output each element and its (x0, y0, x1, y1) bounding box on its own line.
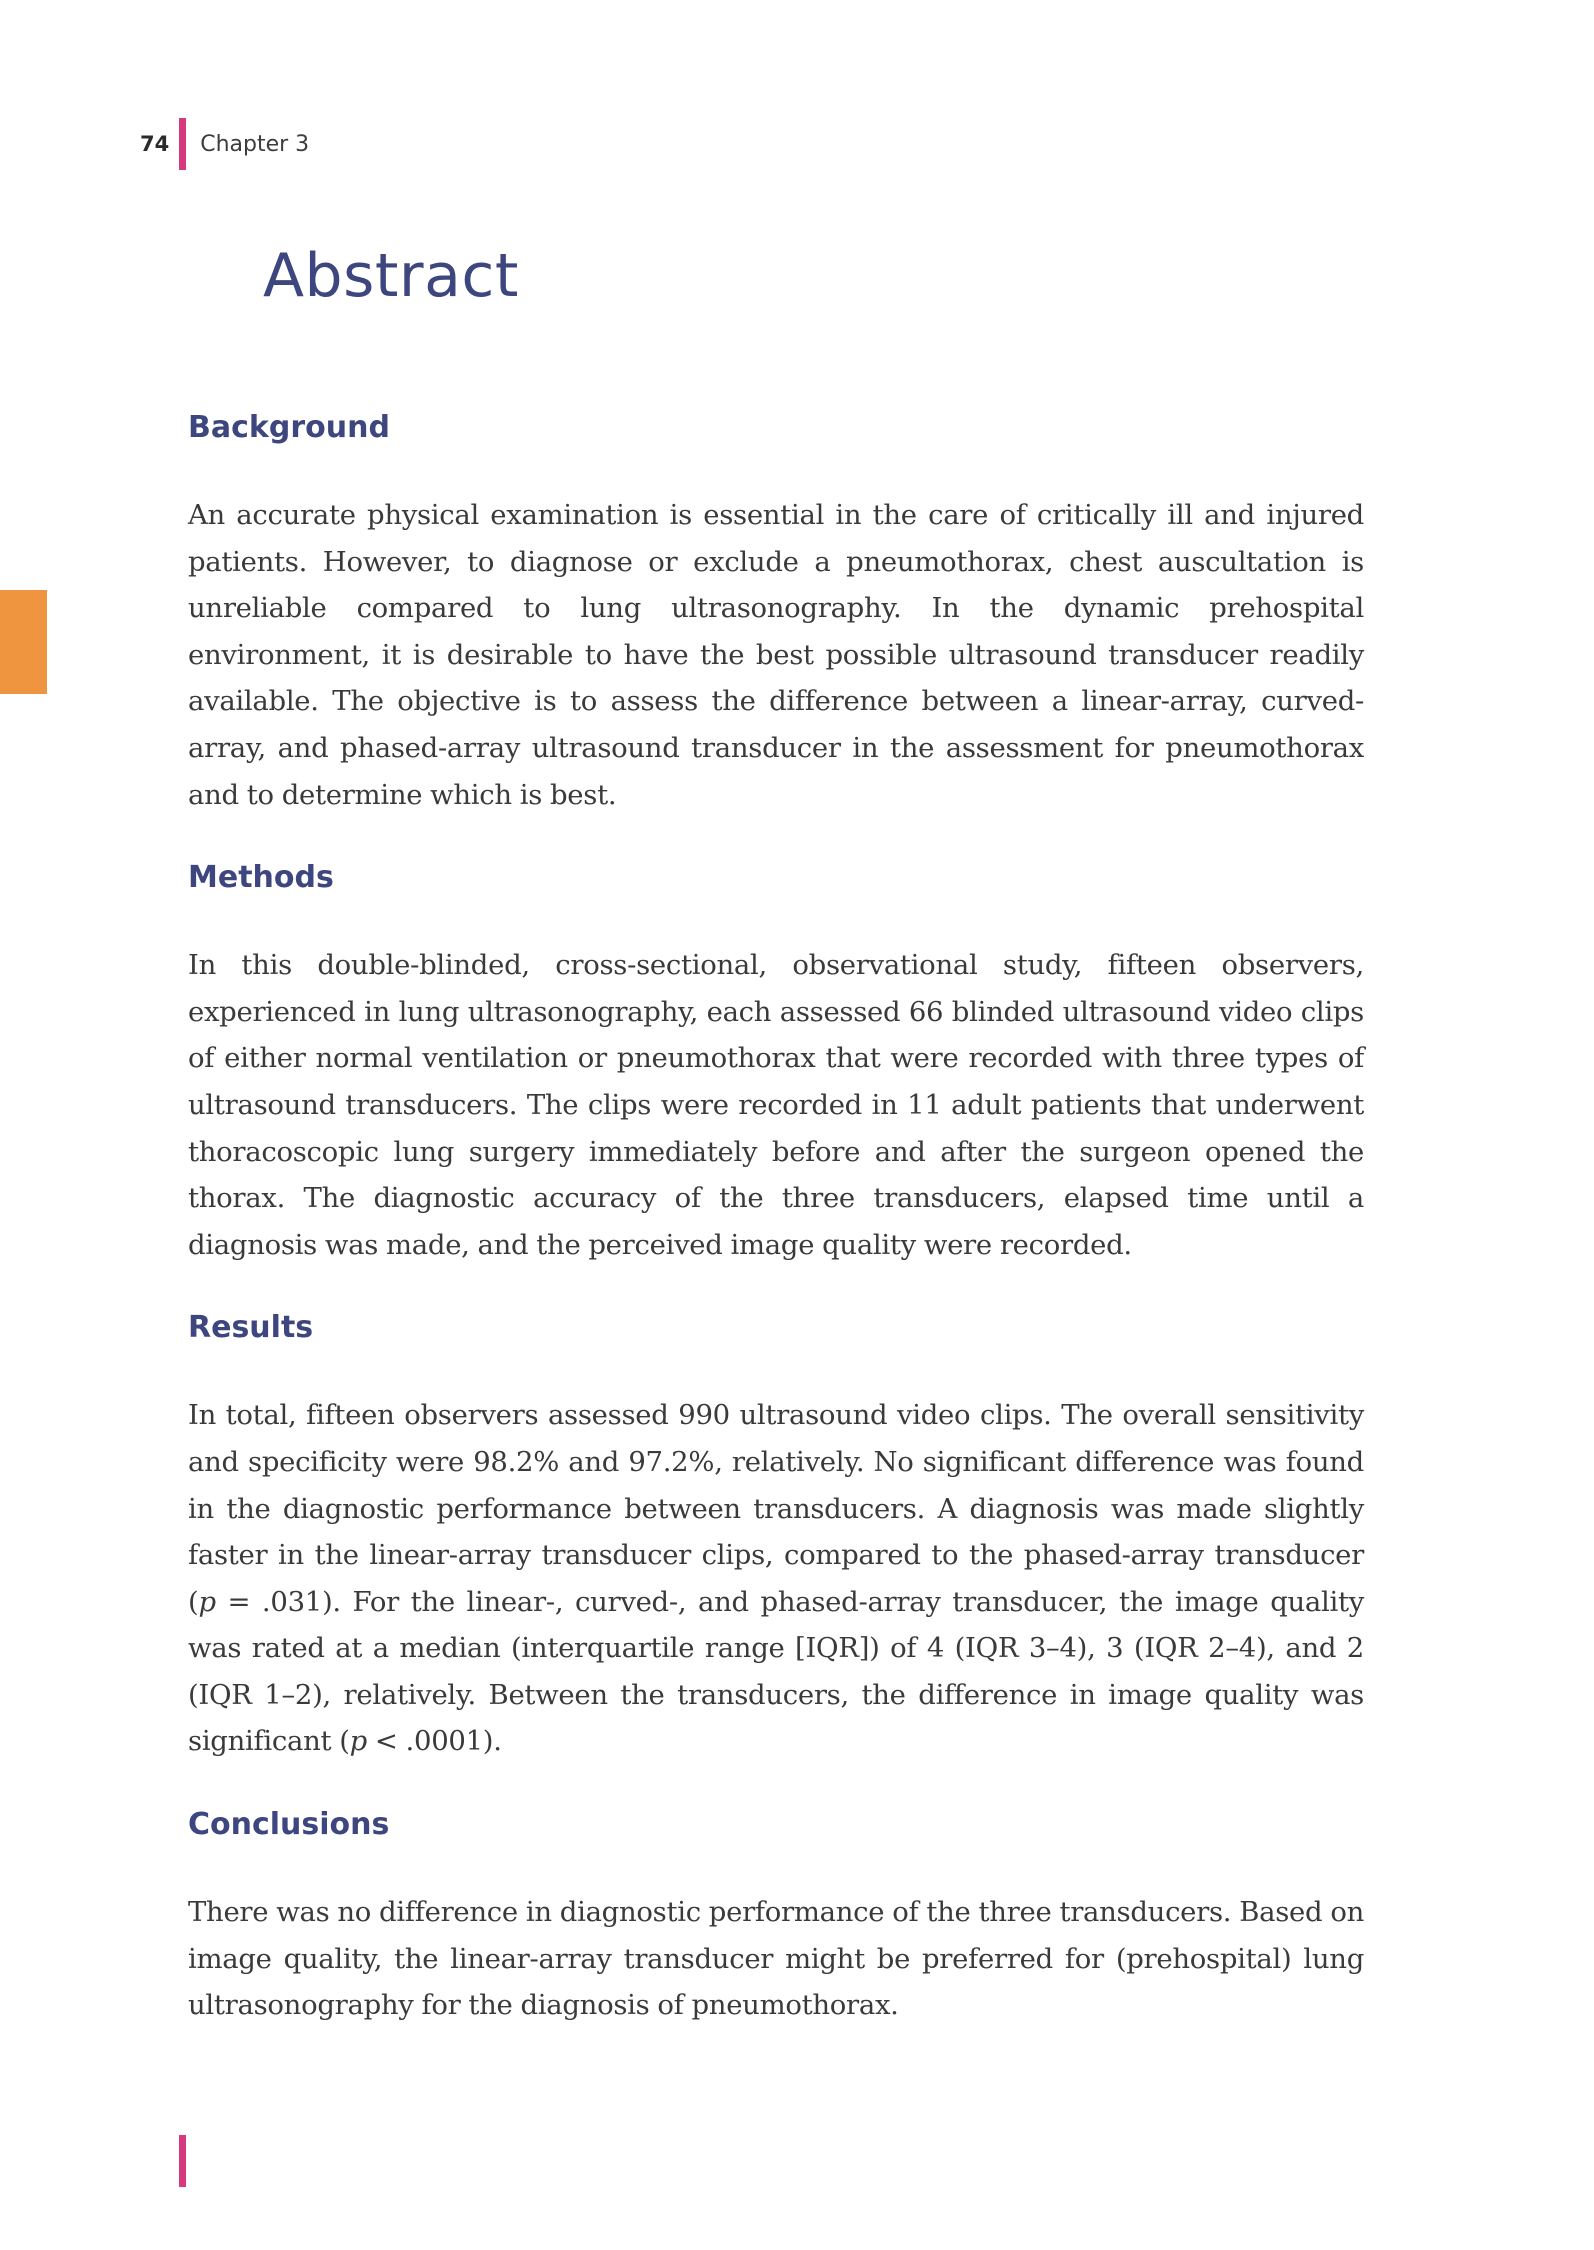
background-text: An accurate physical examination is essential in the care of critically ill and injured patients. However, to diagnose or exclude a pneumothorax, chest auscultation is unreliable compared to lung ultrasonography. In the dynamic prehospital environment, it is desirable to have the best possible ultrasound transducer readily available. The objective is to assess the difference between a linear-array, curved-array, and phased-array ultrasound transducer in the assessment for pneumothorax and to determine which is best. (188, 499, 1364, 811)
results-heading: Results (188, 1310, 314, 1346)
page-number: 74 (140, 132, 170, 156)
chapter-side-tab (0, 590, 47, 694)
footer-rule (179, 2135, 186, 2187)
results-p-value-symbol: p (349, 1725, 367, 1758)
results-text-part-c: < .0001). (366, 1725, 502, 1758)
conclusions-heading: Conclusions (188, 1807, 390, 1843)
running-head (140, 118, 309, 170)
results-text-part-b: = .031). For the linear-, curved-, and phased-array transducer, the image quality was rated at a median (interquartile range [IQR]) of 4 (IQR 3–4), 3 (IQR 2–4), and 2 (IQR 1–2), relatively. Between the transducers, the difference in image quality was significant ( (188, 1585, 1364, 1758)
methods-text: In this double-blinded, cross-sectional, observational study, fifteen observers, experienced in lung ultrasonography, each assessed 66 blinded ultrasound video clips of either normal ventilation or pneumothorax that were recorded with three types of ultrasound transducers. The clips were recorded in 11 adult patients that underwent thoracoscopic lung surgery immediately before and after the surgeon opened the thorax. The diagnostic accuracy of the three transducers, elapsed time until a diagnosis was made, and the perceived image quality were recorded. (188, 949, 1364, 1261)
background-heading: Background (188, 410, 390, 445)
running-head-rule (179, 118, 186, 170)
results-text (188, 1392, 1364, 1765)
conclusions-text: There was no difference in diagnostic performance of the three transducers. Based on image quality, the linear-array transducer might be preferred for (prehospital) lung ultrasonography for the diagnosis of pneumothorax. (188, 1896, 1364, 2022)
abstract-content (188, 402, 1364, 2063)
results-text-part-a: In total, fifteen observers assessed 990 ultrasound video clips. The overall sensitivity and specificity were 98.2% and 97.2%, relatively. No significant difference was found in the diagnostic performance between transducers. A diagnosis was made slightly faster in the linear-array transducer clips, compared to the phased-array transducer ( (188, 1399, 1364, 1618)
chapter-label: Chapter 3 (200, 131, 310, 157)
methods-heading: Methods (188, 860, 334, 896)
abstract-title: Abstract (263, 241, 519, 311)
results-p-value-symbol: p (198, 1585, 216, 1618)
